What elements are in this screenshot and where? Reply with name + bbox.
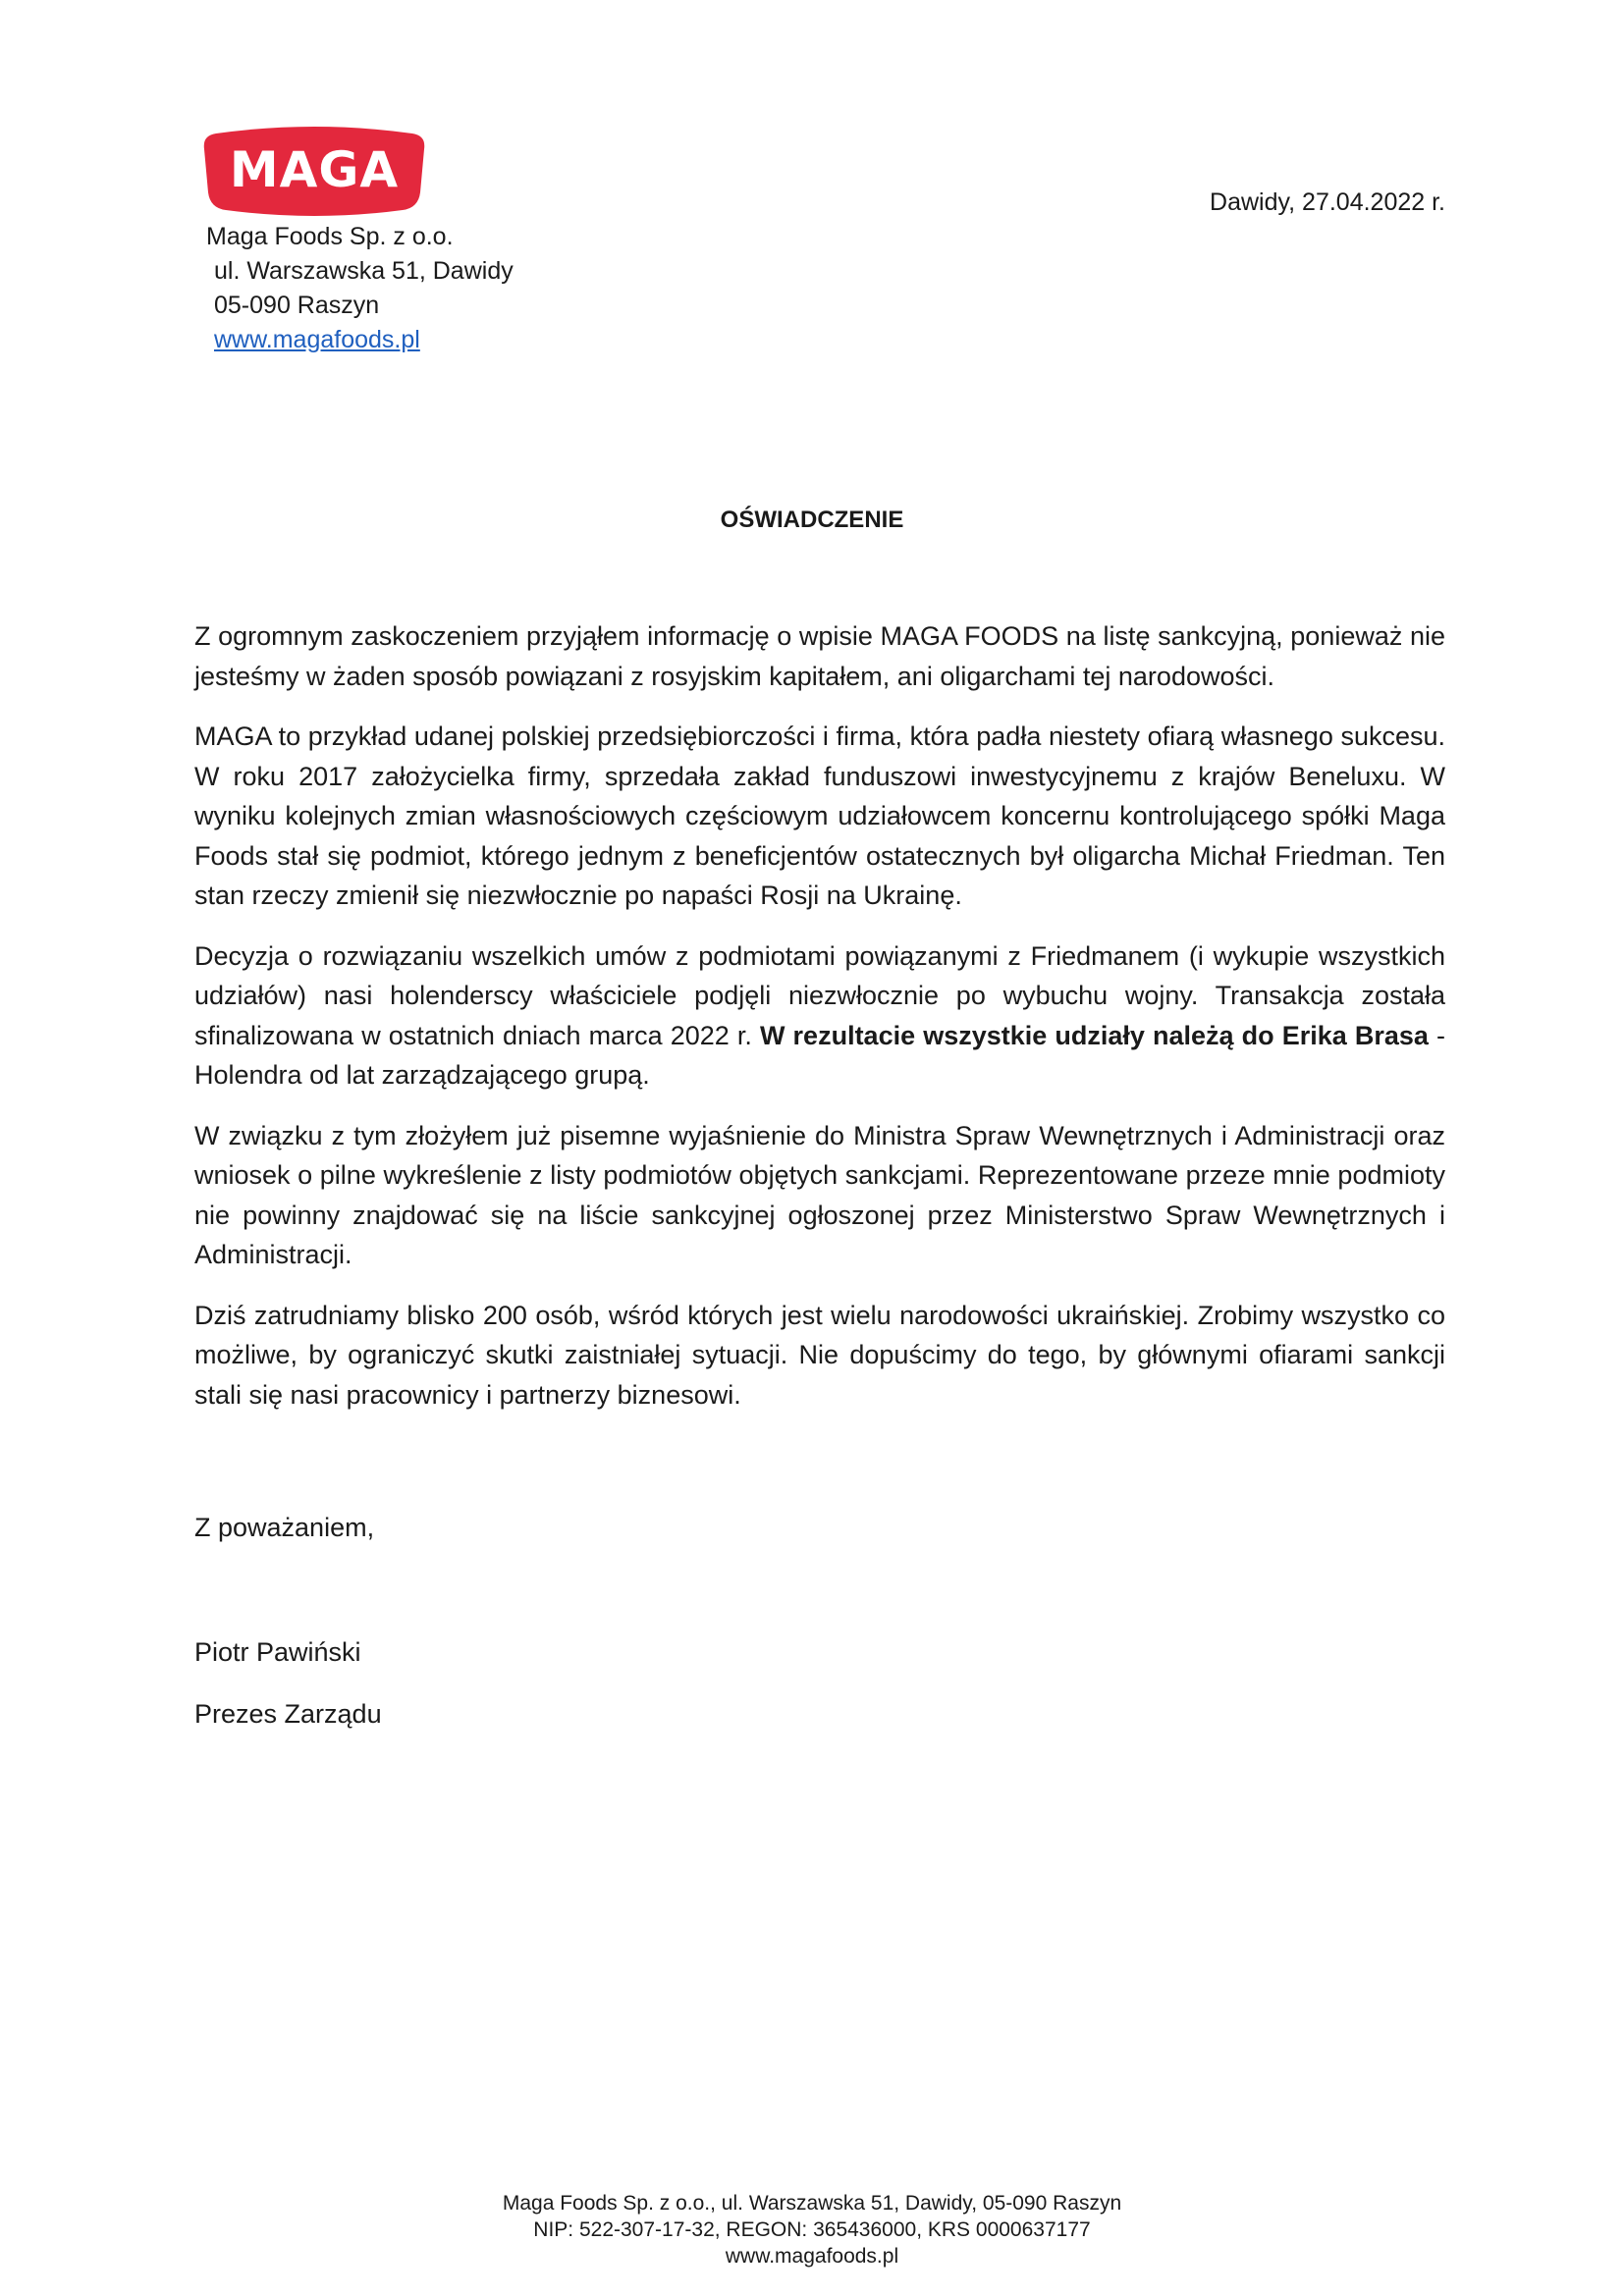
company-name: Maga Foods Sp. z o.o.: [206, 223, 454, 250]
paragraph-4: W związku z tym złożyłem już pisemne wyjaśnienie do Ministra Spraw Wewnętrznych i Administracji oraz wniosek o pilne wykreślenie z listy podmiotów objętych sankcjami. Reprezentowane przeze mnie podmioty nie powinny znajdować się na liście sankcyjnej ogłoszonej przez Ministerstwo Spraw Wewnętrznych i Administracji.: [194, 1120, 1445, 1269]
paragraph-5: Dziś zatrudniamy blisko 200 osób, wśród których jest wielu narodowości ukraińskiej. Zrobimy wszystko co możliwe, by ograniczyć skutki zaistniałej sytuacji. Nie dopuścimy do tego, by głównymi ofiarami sankcji stali się nasi pracownicy i partnerzy biznesowi.: [194, 1300, 1445, 1410]
company-street: ul. Warszawska 51, Dawidy: [214, 257, 514, 285]
document-title: OŚWIADCZENIE: [720, 507, 904, 533]
footer-line-3: www.magafoods.pl: [725, 2245, 899, 2268]
company-website-link[interactable]: www.magafoods.pl: [214, 326, 420, 353]
paragraph-3-start: Decyzja o rozwiązaniu wszelkich umów z podmiotami powiązanymi z Friedmanem (i wykupie wszystkich udziałów) nasi holenderscy właściciele podjęli niezwłocznie po wybuchu wojny. Transakcja została sfinalizowana w ostatnich dniach marca 2022 r.: [194, 940, 1445, 1050]
letter-date: Dawidy, 27.04.2022 r.: [1210, 188, 1445, 216]
paragraph-2: MAGA to przykład udanej polskiej przedsiębiorczości i firma, która padła niestety ofiarą własnego sukcesu. W roku 2017 założycielka firmy, sprzedała zakład funduszowi inwestycyjnemu z krajów Beneluxu. W wyniku kolejnych zmian własnościowych częściowym udziałowcem koncernu kontrolującego spółki Maga Foods stał się podmiot, którego jednym z beneficjentów ostatecznych był oligarcha Michał Friedman. Ten stan rzeczy zmienił się niezwłocznie po napaści Rosji na Ukrainę.: [194, 721, 1445, 910]
page-footer: [0, 2190, 1624, 2269]
logo-text: MAGA: [229, 141, 400, 198]
paragraph-3: [194, 936, 1445, 1095]
maga-logo: [202, 124, 426, 218]
company-address-block: [206, 220, 514, 357]
letter-body: [194, 616, 1445, 1435]
signer-name: Piotr Pawiński: [194, 1637, 361, 1667]
footer-line-1: Maga Foods Sp. z o.o., ul. Warszawska 51, Dawidy, 05-090 Raszyn: [502, 2192, 1122, 2215]
paragraph-3-end: - Holendra od lat zarządzającego grupą.: [194, 1020, 1445, 1090]
salutation: Z poważaniem,: [194, 1513, 375, 1542]
footer-line-2: NIP: 522-307-17-32, REGON: 365436000, KRS 0000637177: [533, 2218, 1091, 2241]
company-postal-city: 05-090 Raszyn: [214, 292, 380, 319]
signer-title: Prezes Zarządu: [194, 1699, 382, 1729]
paragraph-1: Z ogromnym zaskoczeniem przyjąłem informację o wpisie MAGA FOODS na listę sankcyjną, ponieważ nie jesteśmy w żaden sposób powiązani z rosyjskim kapitałem, ani oligarchami tej narodowości.: [194, 621, 1445, 691]
paragraph-3-bold: W rezultacie wszystkie udziały należą do Erika Brasa: [759, 1020, 1429, 1050]
